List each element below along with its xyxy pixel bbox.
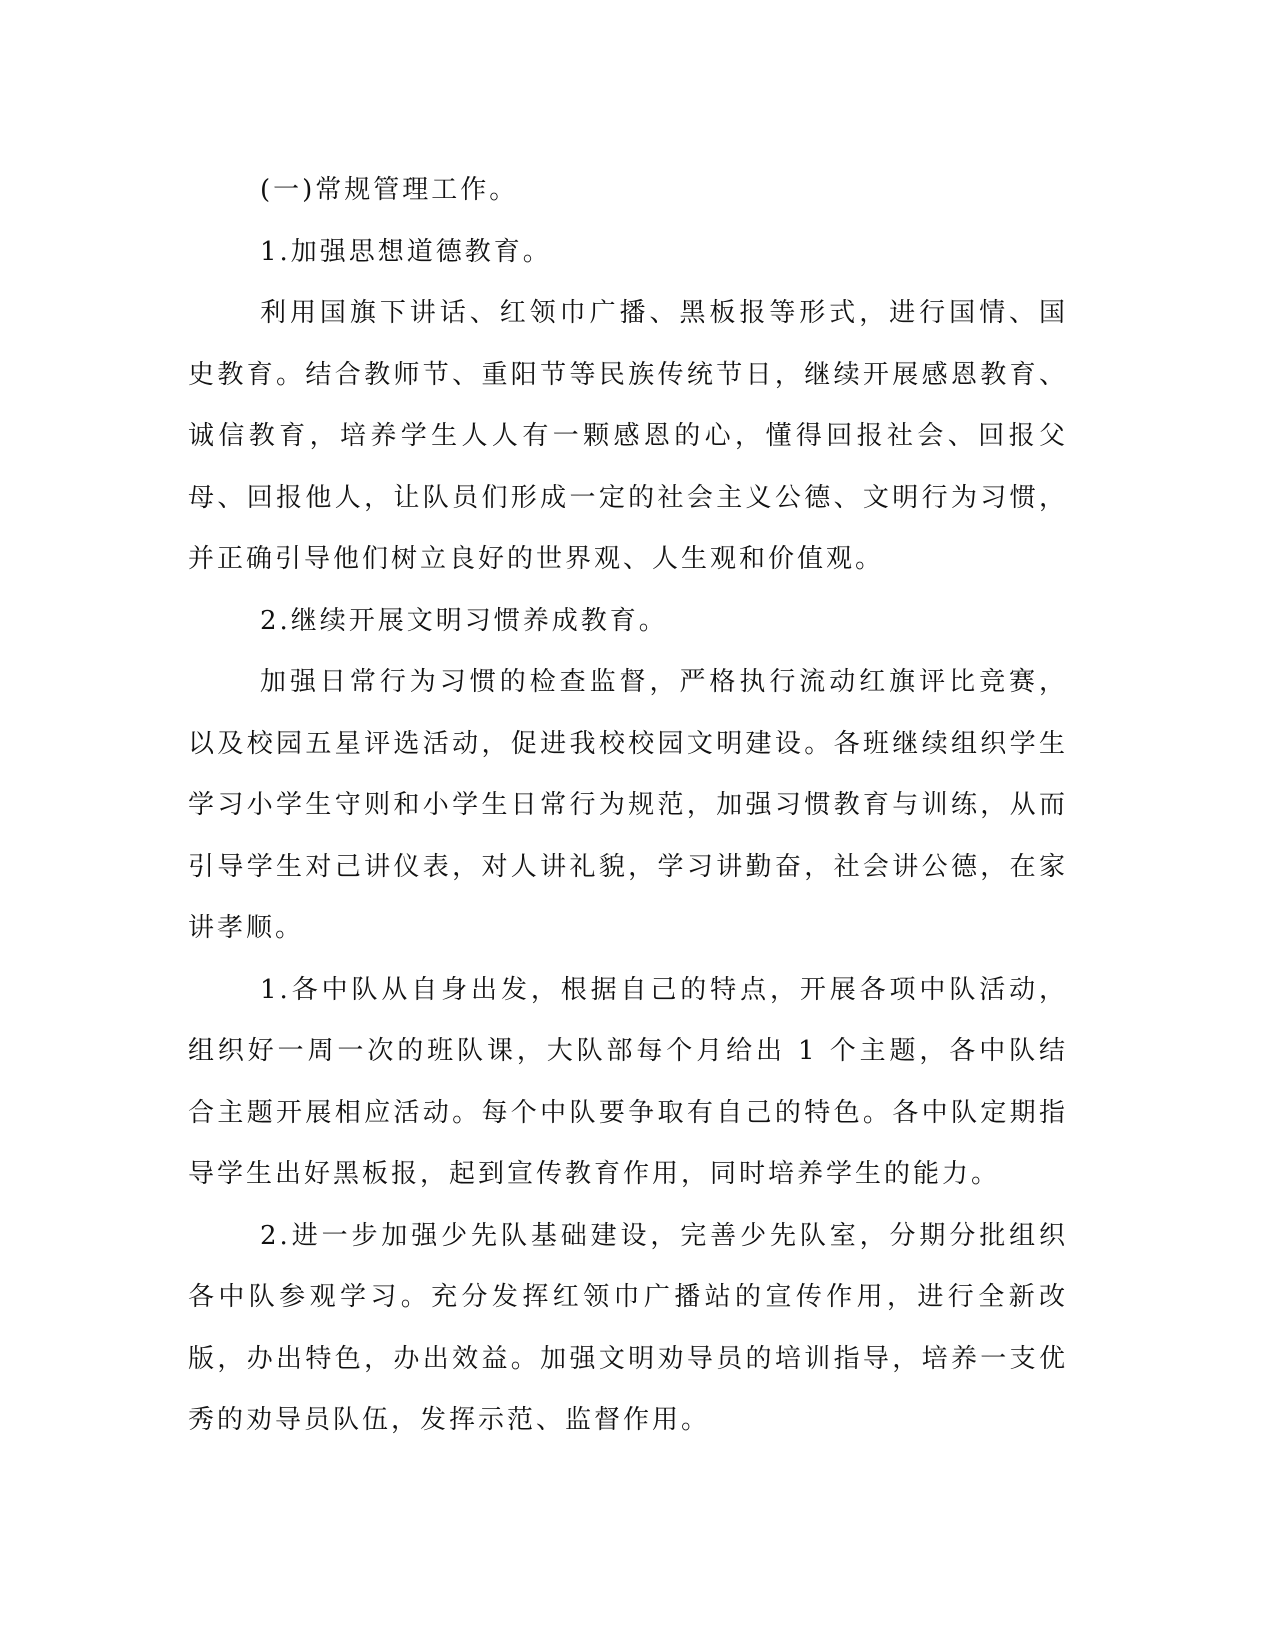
document-body [188, 160, 1068, 1452]
paragraph-civilized-habits: 加强日常行为习惯的检查监督，严格执行流动红旗评比竞赛，以及校园五星评选活动，促进我校校园文明建设。各班继续组织学生学习小学生守则和小学生日常行为规范，加强习惯教育与训练，从而引导学生对己讲仪表，对人讲礼貌，学习讲勤奋，社会讲公德，在家讲孝顺。 [188, 667, 1068, 943]
paragraph-squad-activities: 1.各中队从自身出发，根据自己的特点，开展各项中队活动，组织好一周一次的班队课，大队部每个月给出 1 个主题，各中队结合主题开展相应活动。每个中队要争取有自己的特色。各中队定期指导学生出好黑板报，起到宣传教育作用，同时培养学生的能力。 [188, 974, 1068, 1189]
section-heading: (一)常规管理工作。 [260, 175, 519, 205]
subheading-moral-education: 1.加强思想道德教育。 [260, 236, 552, 267]
paragraph-pioneer-construction: 2.进一步加强少先队基础建设，完善少先队室，分期分批组织各中队参观学习。充分发挥红领巾广播站的宣传作用，进行全新改版，办出特色，办出效益。加强文明劝导员的培训指导，培养一支优秀的劝导员队伍，发挥示范、监督作用。 [188, 1220, 1068, 1435]
paragraph-moral-education: 利用国旗下讲话、红领巾广播、黑板报等形式，进行国情、国史教育。结合教师节、重阳节等民族传统节日，继续开展感恩教育、诚信教育，培养学生人人有一颗感恩的心，懂得回报社会、回报父母、回报他人，让队员们形成一定的社会主义公德、文明行为习惯，并正确引导他们树立良好的世界观、人生观和价值观。 [188, 298, 1068, 574]
subheading-civilized-habits: 2.继续开展文明习惯养成教育。 [260, 605, 668, 636]
